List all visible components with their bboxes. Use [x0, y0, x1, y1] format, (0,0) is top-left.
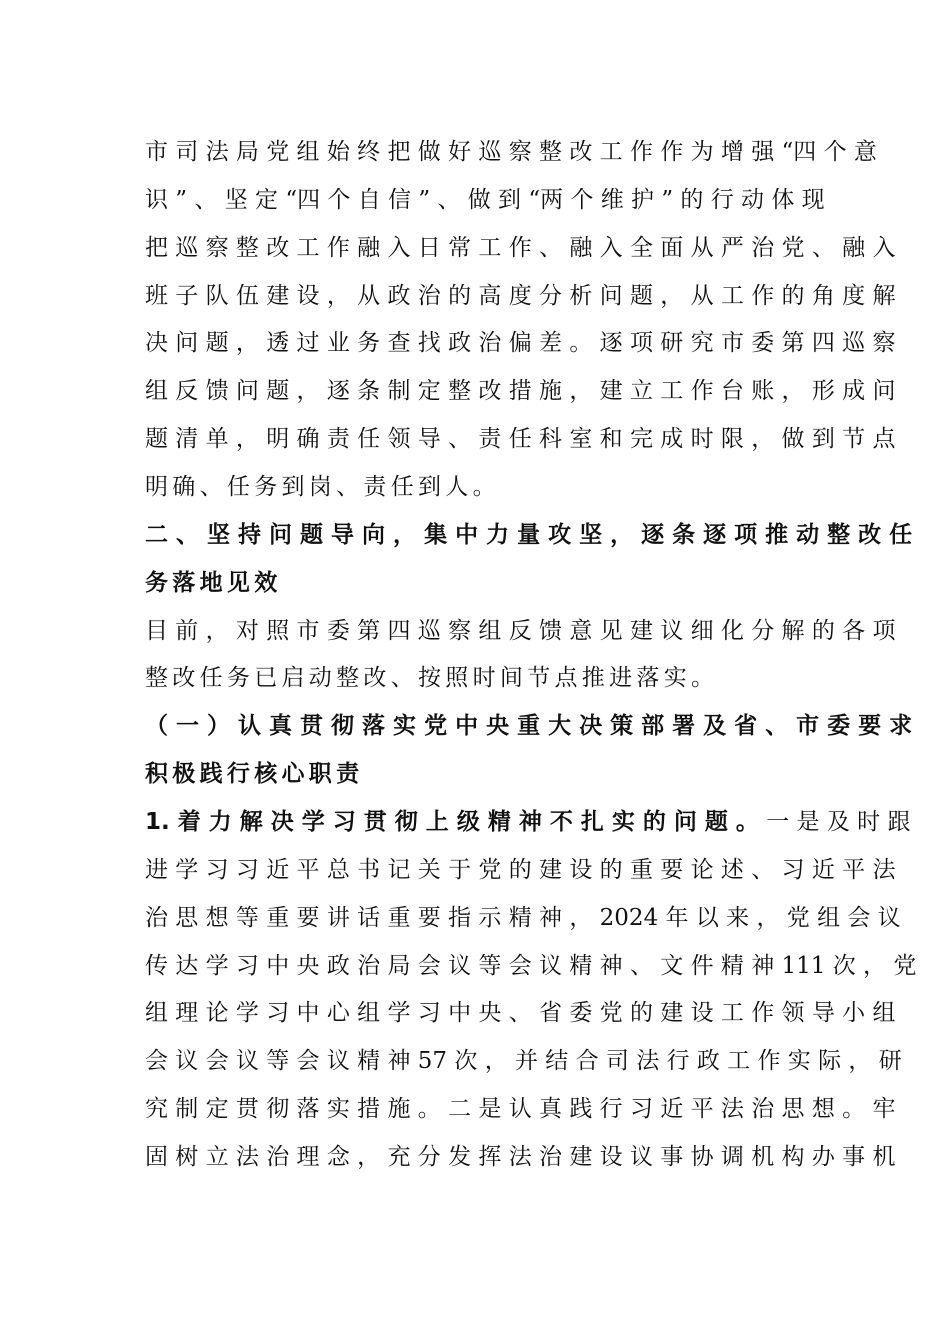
text-line [145, 710, 913, 742]
body-text: 识 ” 、 坚 定 “四 个 自 信 ” 、 做 到 “两 个 维 护 ” 的 行 动 体 现 [145, 186, 825, 213]
text-line [145, 567, 805, 599]
text-line [145, 1093, 896, 1125]
body-text: 整改任务已启动整改、按照时间节点推进落实。 [145, 665, 719, 692]
text-line [145, 280, 896, 312]
heading-text: 1. 着 力 解 决 学 习 贯 彻 上 级 精 神 不 扎 实 的 问 题 。 [145, 809, 759, 836]
heading-text: 务落地见效 [145, 569, 282, 596]
text-line [145, 327, 896, 359]
body-text: 究 制 定 贯 彻 落 实 措 施 。 二 是 认 真 践 行 习 近 平 法 治 思 想 。 牢 [145, 1096, 896, 1123]
body-text: 治 思 想 等 重 要 讲 话 重 要 指 示 精 神 ， 2024 年 以 来 ， 党 组 会 议 [145, 904, 901, 931]
body-text: 决 问 题 ， 透 过 业 务 查 找 政 治 偏 差 。 逐 项 研 究 市 委 第 四 巡 察 [145, 330, 896, 357]
body-text: 组 反 馈 问 题 ， 逐 条 制 定 整 改 措 施 ， 建 立 工 作 台 账 ， 形 成 问 [145, 378, 896, 405]
heading-text: 积极践行核心职责 [145, 761, 364, 788]
text-line [145, 1141, 896, 1173]
body-text: 进 学 习 习 近 平 总 书 记 关 于 党 的 建 设 的 重 要 论 述 、 习 近 平 法 [145, 856, 896, 883]
text-line [145, 184, 825, 216]
text-line [145, 136, 877, 168]
body-text: 班 子 队 伍 建 设 ， 从 政 治 的 高 度 分 析 问 题 ， 从 工 作 的 角 度 解 [145, 282, 896, 309]
text-line [145, 471, 805, 503]
text-line [145, 806, 911, 838]
body-text: 一 是 及 时 跟 [758, 809, 911, 836]
body-text: 市 司 法 局 党 组 始 终 把 做 好 巡 察 整 改 工 作 作 为 增 强 “四 个 意 [145, 139, 877, 165]
body-text: 会 议 会 议 等 会 议 精 神 57 次 ， 并 结 合 司 法 行 政 工 作 实 际 ， 研 [145, 1048, 902, 1075]
body-text: 传 达 学 习 中 央 政 治 局 会 议 等 会 议 精 神 、 文 件 精 神 111 次 ， 党 [145, 952, 917, 979]
body-text: 明确、任务到岗、责任到人。 [145, 474, 500, 501]
text-line [145, 997, 896, 1029]
text-line [145, 854, 896, 886]
text-line [145, 519, 913, 551]
text-line [145, 758, 805, 790]
body-text: 组 理 论 学 习 中 心 组 学 习 中 央 、 省 委 党 的 建 设 工 作 领 导 小 组 [145, 1000, 896, 1027]
body-text: 目 前 ， 对 照 市 委 第 四 巡 察 组 反 馈 意 见 建 议 细 化 分 解 的 各 项 [145, 617, 896, 644]
body-text: 题 清 单 ， 明 确 责 任 领 导 、 责 任 科 室 和 完 成 时 限 ， 做 到 节 点 [145, 426, 896, 453]
text-line [145, 1045, 902, 1077]
body-text: 固 树 立 法 治 理 念 ， 充 分 发 挥 法 治 建 设 议 事 协 调 机 构 办 事 机 [145, 1144, 896, 1171]
text-line [145, 950, 917, 982]
heading-text: （ 一 ） 认 真 贯 彻 落 实 党 中 央 重 大 决 策 部 署 及 省 、 市 委 要 求 [145, 713, 913, 740]
text-line [145, 902, 901, 934]
text-line [145, 615, 896, 647]
heading-text: 二 、 坚 持 问 题 导 向 ， 集 中 力 量 攻 坚 ， 逐 条 逐 项 推 动 整 改 任 [145, 521, 913, 548]
text-line [145, 662, 805, 694]
text-line [145, 232, 896, 264]
text-line [145, 375, 896, 407]
body-text: 把 巡 察 整 改 工 作 融 入 日 常 工 作 、 融 入 全 面 从 严 治 党 、 融 入 [145, 234, 896, 261]
text-line [145, 423, 896, 455]
